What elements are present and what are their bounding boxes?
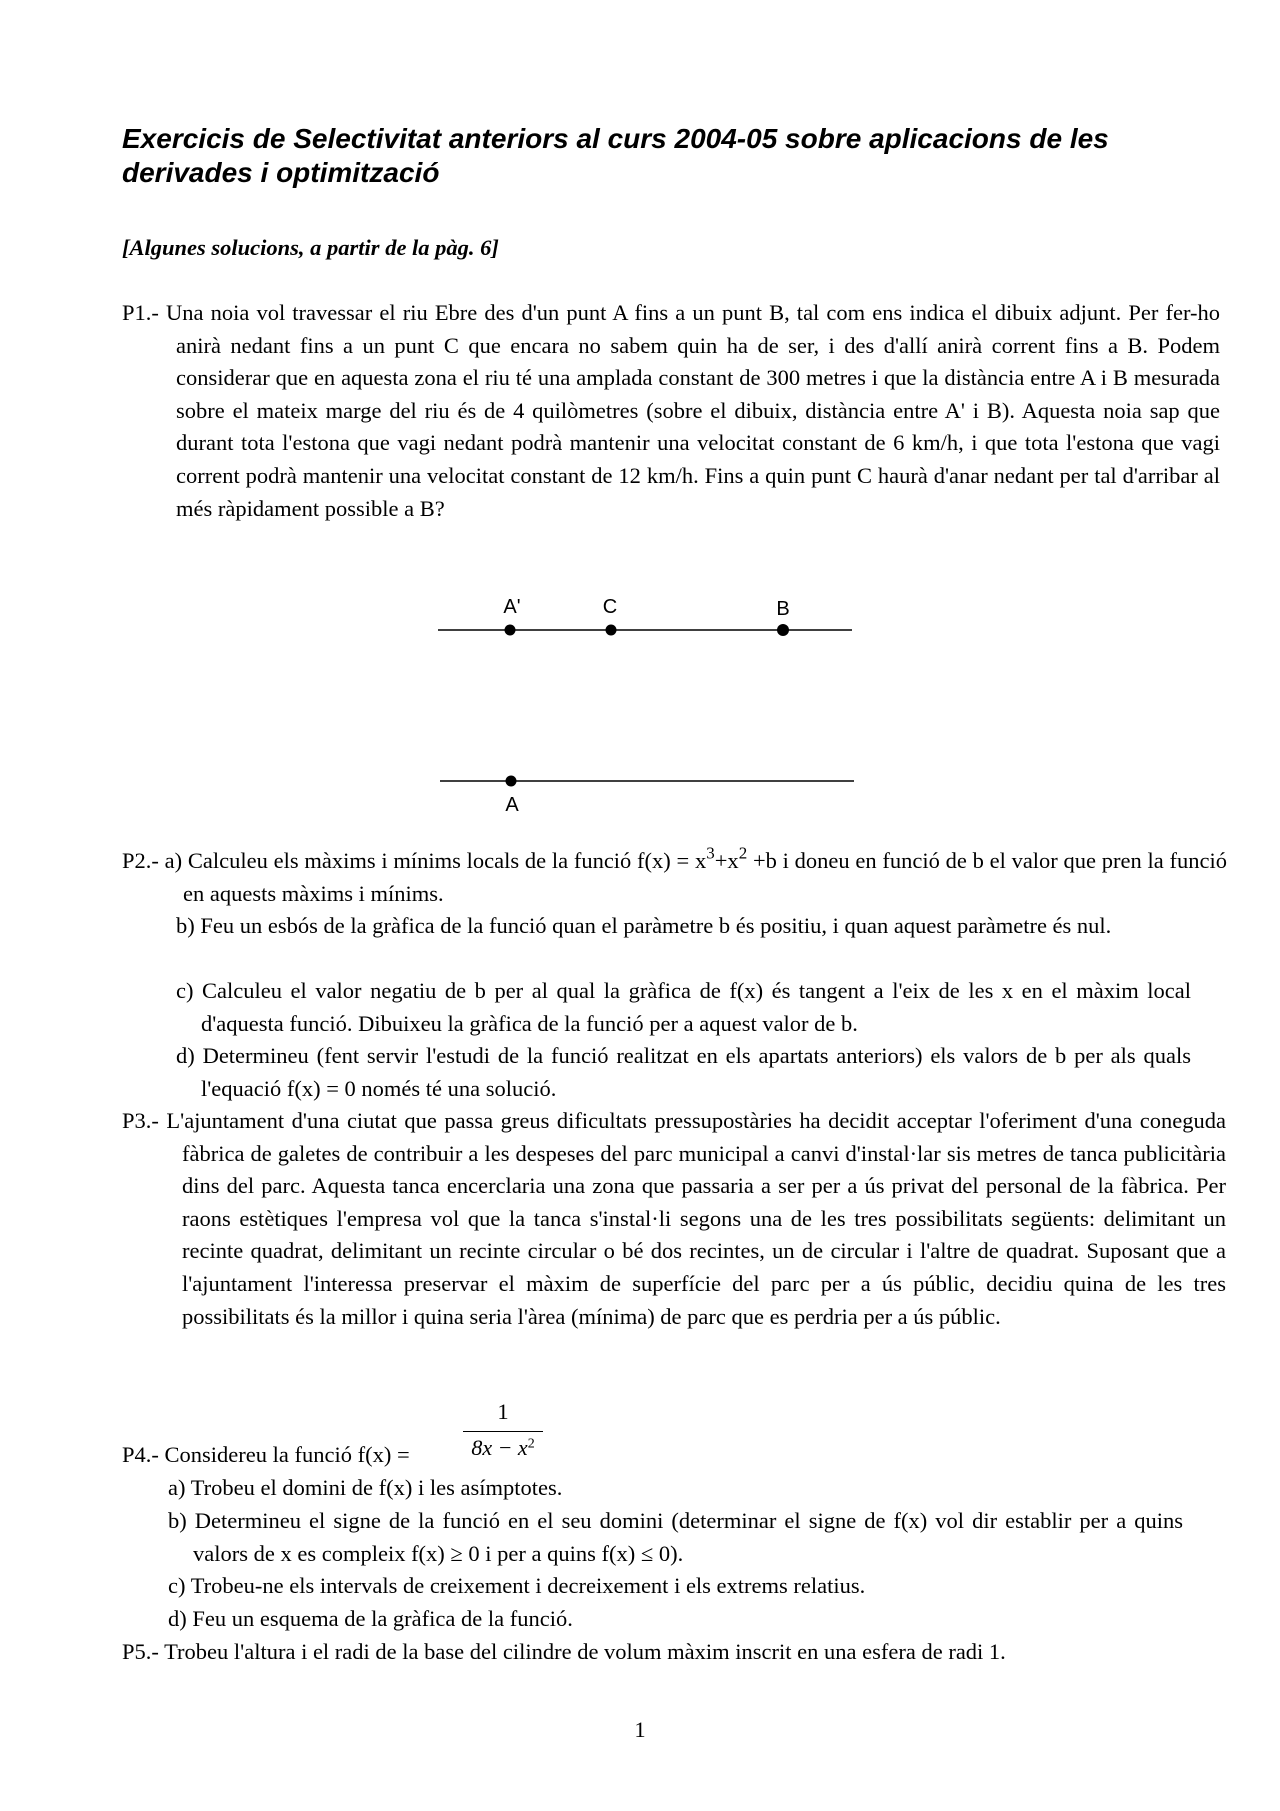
problem-p2-part-d: d) Determineu (fent servir l'estudi de la funció realitzat en els apartats anteriors) els valors de b per als quals l'equació f(x) = 0 només té una solució. [176,1043,1191,1101]
point-a-label: A [505,794,519,816]
point-c-marker [606,625,617,636]
problem-p4-label: P4.- [122,1442,159,1467]
problem-p4-part-b: b) Determineu el signe de la funció en el seu domini (determinar el signe de f(x) vol dir establir per a quins valors de x es compleix f(x) ≥ 0 i per a quins f(x) ≤ 0). [168,1508,1183,1566]
problem-p3-label: P3.- [122,1108,159,1133]
problem-p2-part-a-mid: +x [714,848,739,873]
problem-p4-part-d: d) Feu un esquema de la gràfica de la funció. [168,1606,573,1631]
problem-p2-label: P2.- [122,848,159,873]
problem-p3 [122,1105,1226,1333]
problem-p4-intro: Considereu la funció f(x) = [164,1442,410,1467]
problem-p5 [122,1636,1166,1669]
river-diagram [420,585,860,825]
page-number: 1 [634,1717,646,1742]
problem-p2-part-a-prefix: a) Calculeu els màxims i mínims locals de la funció f(x) = x [164,848,707,873]
point-a-marker [506,776,517,787]
solutions-note: [Algunes solucions, a partir de la pàg. 6] [122,235,499,260]
exponent-2: 2 [738,843,748,863]
problem-p2-part-c: c) Calculeu el valor negatiu de b per al qual la gràfica de f(x) és tangent a l'eix de les x en el màxim local d'aquesta funció. Dibuixeu la gràfica de la funció per a aquest valor de b. [176,978,1191,1036]
document-title: Exercicis de Selectivitat anteriors al curs 2004-05 sobre aplicacions de les derivades i optimització [122,123,1109,188]
fraction-denominator-base: 8x − x [471,1435,528,1460]
problem-p1 [122,297,1220,525]
fraction-bar [463,1431,543,1432]
point-a-prime-marker [505,625,516,636]
point-b-label: B [776,598,790,620]
problem-p4 [122,1439,1166,1472]
problem-p1-label: P1.- [122,300,159,325]
point-c-label: C [602,596,618,618]
exponent-3: 3 [706,843,715,863]
problem-p4-part-c: c) Trobeu-ne els intervals de creixement i decreixement i els extrems relatius. [168,1573,866,1598]
problem-p5-text: Trobeu l'altura i el radi de la base del cilindre de volum màxim inscrit en una esfera de radi 1. [164,1639,1006,1664]
problem-p2-part-b: b) Feu un esbós de la gràfica de la funció quan el paràmetre b és positiu, i quan aquest paràmetre és nul. [176,913,1112,938]
fraction-numerator: 1 [497,1399,509,1424]
fraction-denominator-exponent: 2 [527,1436,535,1452]
problem-p3-text: L'ajuntament d'una ciutat que passa greus dificultats pressupostàries ha decidit acceptar l'oferiment d'una coneguda fàbrica de galetes de contribuir a les despeses del parc municipal a canvi d'instal·lar sis metres de tanca publicitària dins del parc. Aquesta tanca encerclaria una zona que passaria a ser per a ús privat del personal de la fàbrica. Per raons estètiques l'empresa vol que la tanca s'instal·li segons una de les tres possibilitats següents: delimitant un recinte quadrat, delimitant un recinte circular o bé dos recintes, un de circular i l'altre de quadrat. Suposant que a l'ajuntament l'interessa preservar el màxim de superfície del parc per a ús públic, decidiu quina de les tres possibilitats és la millor i quina seria l'àrea (mínima) de parc que es perdria per a ús públic. [166,1108,1226,1329]
problem-p2-part-a-suffix: +b i doneu en funció de b el valor que pren la funció en aquests màxims i mínims. [183,848,1227,906]
problem-p1-text: Una noia vol travessar el riu Ebre des d'un punt A fins a un punt B, tal com ens indica el dibuix adjunt. Per fer-ho anirà nedant fins a un punt C que encara no sabem quin ha de ser, i des d'allí anirà corrent fins a B. Podem considerar que en aquesta zona el riu té una amplada constant de 300 metres i que la distància entre A i B mesurada sobre el mateix marge del riu és de 4 quilòmetres (sobre el dibuix, distància entre A' i B). Aquesta noia sap que durant tota l'estona que vagi nedant podrà mantenir una velocitat constant de 6 km/h, i que tota l'estona que vagi corrent podrà mantenir una velocitat constant de 12 km/h. Fins a quin punt C haurà d'anar nedant per tal d'arribar al més ràpidament possible a B? [166,300,1220,521]
point-a-prime-label: A' [503,596,521,618]
problem-p4-part-a: a) Trobeu el domini de f(x) i les asímptotes. [168,1475,563,1500]
point-b-marker [777,624,789,636]
problem-p2 [122,845,1227,910]
problem-p5-label: P5.- [122,1639,159,1664]
